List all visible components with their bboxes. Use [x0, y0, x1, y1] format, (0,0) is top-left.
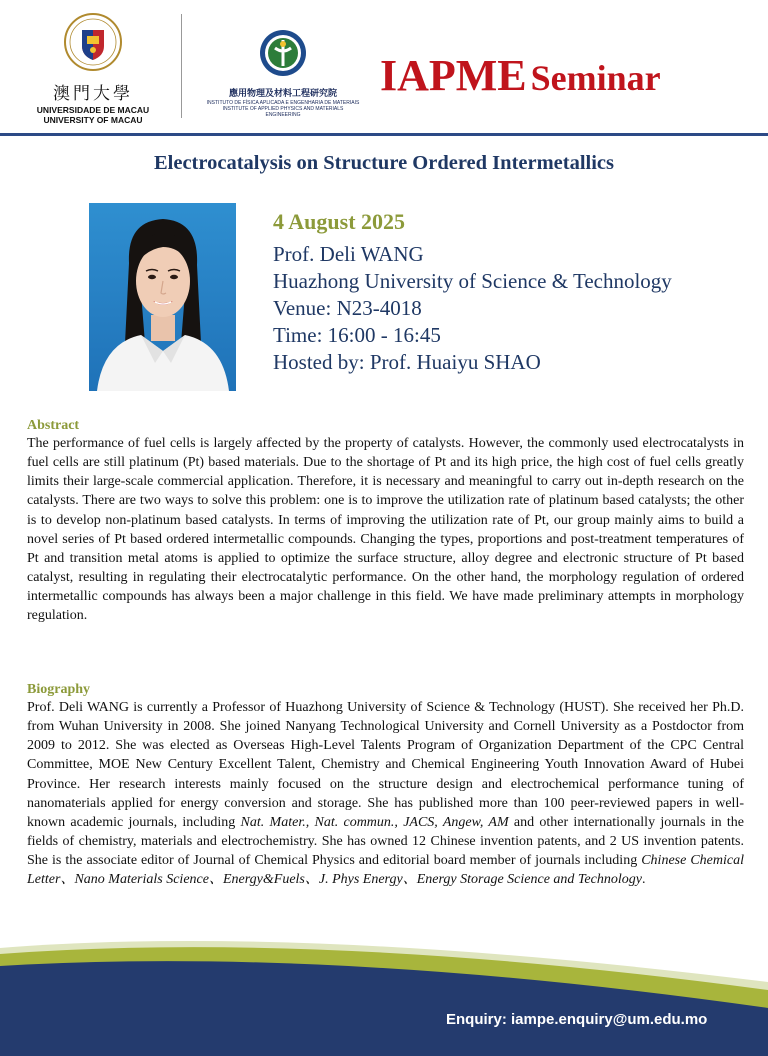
- biography-text: [27, 698, 744, 890]
- biography-journals-2: Chinese Chemical Letter、Nano Materials Science、Energy&Fuels、J. Phys Energy、Energy Storage Science and Technology: [27, 853, 744, 888]
- abstract-section: [27, 417, 744, 626]
- seminar-title: [380, 50, 661, 101]
- iapme-chinese-name: 應用物理及材料工程研究院: [228, 89, 337, 99]
- um-chinese-name: 澳門大學: [53, 84, 133, 103]
- university-of-macau-logo: [30, 12, 156, 125]
- um-crest-icon: [63, 12, 123, 72]
- speaker-portrait-icon: [89, 203, 236, 391]
- header-divider: [181, 14, 182, 118]
- um-portuguese-name: UNIVERSIDADE DE MACAU: [36, 105, 150, 115]
- talk-title: Electrocatalysis on Structure Ordered Intermetallics: [153, 152, 615, 174]
- talk-date: 4 August 2025: [273, 209, 406, 234]
- footer-wave-icon: [0, 920, 768, 1056]
- footer: [0, 920, 768, 1056]
- talk-time: Time: 16:00 - 16:45: [273, 323, 441, 347]
- header-rule: [0, 133, 768, 136]
- seminar-brand: IAPME: [380, 51, 527, 100]
- biography-journals-1: Nat. Mater., Nat. commun., JACS, Angew, AM: [240, 814, 509, 830]
- iapme-logo: [205, 28, 361, 118]
- speaker-affiliation: Huazhong University of Science & Technology: [273, 269, 672, 293]
- um-english-name: UNIVERSITY OF MACAU: [43, 115, 143, 125]
- biography-part-2: and other internationally journals in the fields of chemistry, materials and electrochemistry. She has owned 12 Chinese invention patents, and 2 US invention patents. She is the associate editor of Journal of Chemical Physics and editorial board member of journals including: [27, 814, 744, 869]
- header: [0, 0, 768, 134]
- abstract-text: The performance of fuel cells is largely affected by the property of catalysts. However, the commonly used electrocatalysts in fuel cells are still platinum (Pt) based materials. Due to the shortage of Pt and its high price, the high cost of fuel cells greatly limits their large-scale commercial application. Therefore, it is necessary and meaningful to carry out in-depth research on the catalysts. There are two ways to solve this problem: one is to improve the utilization rate of platinum based catalysts; the other is to develop non-platinum based catalysts. In terms of improving the utilization rate of Pt, our group mainly aims to build a novel series of Pt based ordered intermetallic compounds. Changing the types, proportions and post-treatment temperatures of Pt and transition metal atoms is applied to optimize the surface structure, alloy degree and electronic structure of Pt based catalyst, resulting in regulating their electrocatalytic performance. On the other hand, the morphology regulation of ordered intermetallic compounds has always been a major challenge in this field. We have made preliminary attempts in morphology regulation.: [27, 436, 744, 624]
- iapme-emblem-icon: [258, 28, 308, 78]
- speaker-photo: [89, 203, 236, 391]
- iapme-portuguese-name: INSTITUTO DE FÍSICA APLICADA E ENGENHARIA DE MATERIAIS: [206, 100, 360, 106]
- seminar-word: Seminar: [530, 58, 661, 98]
- talk-host: Hosted by: Prof. Huaiyu SHAO: [273, 350, 541, 374]
- speaker-name: Prof. Deli WANG: [273, 242, 424, 266]
- biography-part-1: Prof. Deli WANG is currently a Professor of Huazhong University of Science & Technology (HUST). She received her Ph.D. from Wuhan University in 2008. She joined Nanyang Technological University and Cornell University as a Postdoctor from 2009 to 2012. She was elected as Overseas High-Level Talents Program of Organization Department of the CPC Central Committee, MOE New Century Excellent Talent, Chemistry and Chemical Engineering Youth Innovation Award of Hubei Province. Her research interests mainly focused on the structure design and electrochemical performance tuning of nanomaterials applied for energy conversion and storage. She has published more than 100 peer-reviewed papers in well-known academic journals, including: [27, 700, 744, 830]
- biography-part-3: .: [641, 872, 646, 888]
- abstract-heading: Abstract: [27, 418, 80, 433]
- talk-info: [273, 209, 743, 376]
- talk-venue: Venue: N23-4018: [273, 296, 422, 320]
- enquiry-contact: Enquiry: iampe.enquiry@um.edu.mo: [446, 1011, 708, 1028]
- biography-heading: Biography: [27, 682, 91, 697]
- iapme-english-name: INSTITUTE OF APPLIED PHYSICS AND MATERIALS ENGINEERING: [222, 106, 344, 118]
- biography-section: [27, 681, 744, 890]
